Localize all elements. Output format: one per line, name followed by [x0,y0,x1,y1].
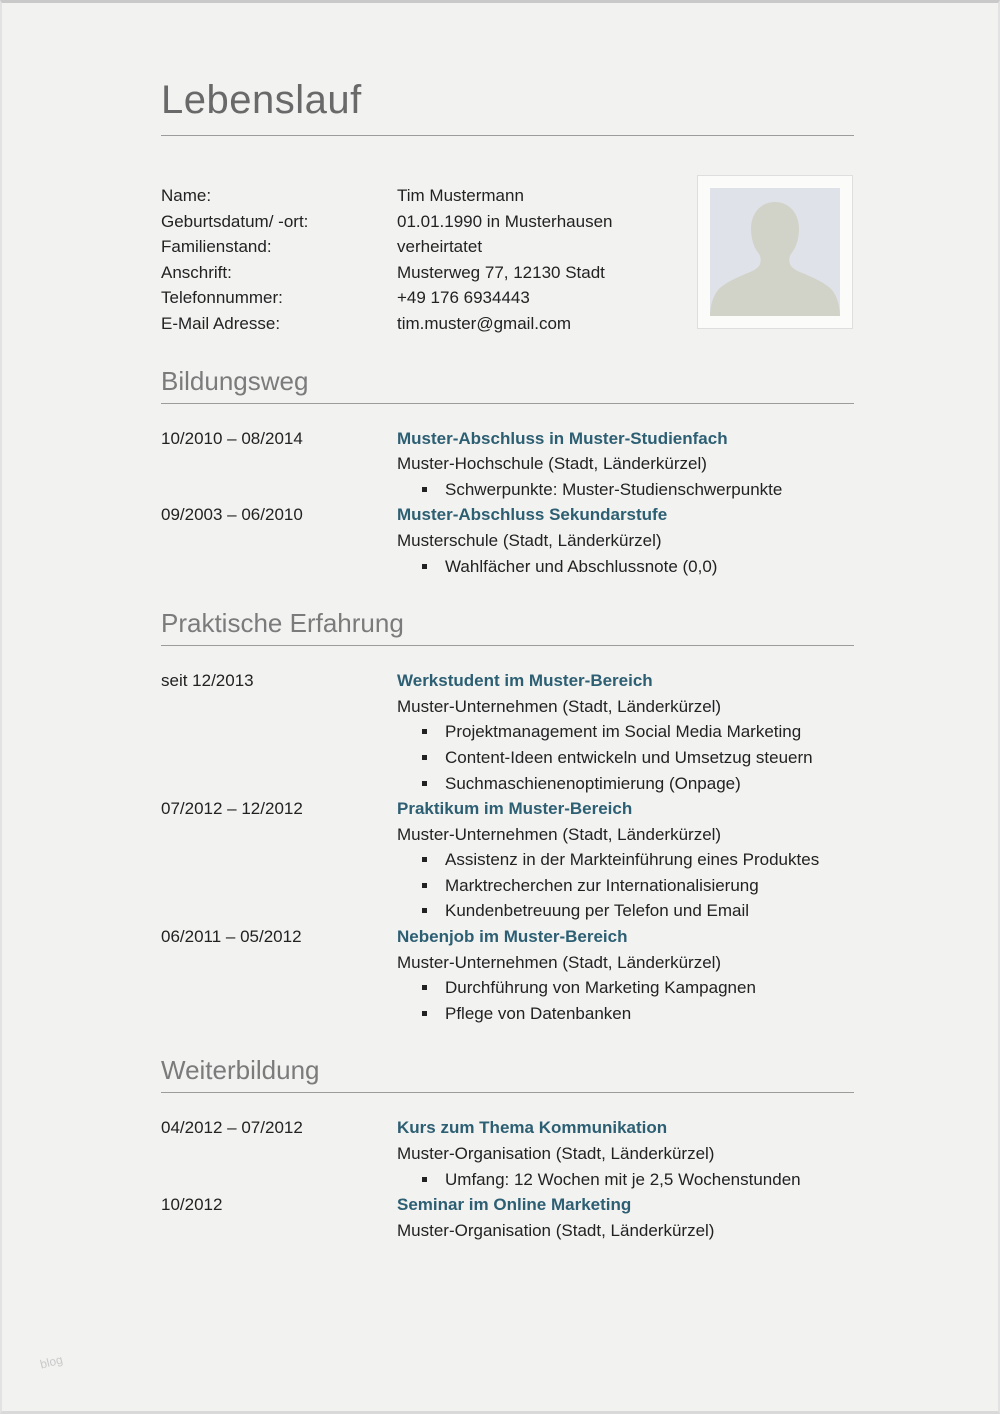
section-divider [161,403,854,404]
entry-date: 04/2012 – 07/2012 [161,1118,303,1138]
section-experience [161,607,854,1026]
bullet-item: Suchmaschienenoptimierung (Onpage) [397,771,854,797]
training-entry [161,1192,854,1243]
entry-title: Muster-Abschluss Sekundarstufe [397,505,668,525]
info-value-marital-status: verheirtatet [397,237,483,257]
experience-entry [161,668,854,796]
entry-bullets [397,1167,854,1193]
info-value-address: Musterweg 77, 12130 Stadt [397,262,605,282]
entry-subtitle: Muster-Unternehmen (Stadt, Länderkürzel) [397,824,722,844]
education-entry [161,426,854,503]
entry-body [397,1192,854,1243]
bullet-item: Projektmanagement im Social Media Marketing [397,719,854,745]
section-heading-education: Bildungsweg [161,365,309,396]
entry-date: 10/2010 – 08/2014 [161,428,303,448]
training-entries [161,1115,854,1243]
section-education [161,365,854,580]
entry-date: 07/2012 – 12/2012 [161,799,303,819]
entry-bullets [397,554,854,580]
info-value-email: tim.muster@gmail.com [397,313,572,333]
info-value-name: Tim Mustermann [397,186,524,205]
entry-date: 06/2011 – 05/2012 [161,927,302,947]
bullet-item: Content-Ideen entwickeln und Umsetzug steuern [397,745,854,771]
person-silhouette-icon [710,188,840,316]
experience-entries [161,668,854,1026]
page-title: Lebenslauf [161,78,362,122]
section-training [161,1054,854,1243]
entry-date: 10/2012 [161,1195,223,1215]
info-label-name: Name: [161,186,212,205]
info-value-phone: +49 176 6934443 [397,288,530,308]
info-value-birthdate: 01.01.1990 in Musterhausen [397,211,613,231]
entry-subtitle: Muster-Organisation (Stadt, Länderkürzel) [397,1220,715,1240]
info-label-address: Anschrift: [161,262,232,282]
section-divider [161,1092,854,1093]
entry-date: 09/2003 – 06/2010 [161,505,303,525]
section-heading-training: Weiterbildung [161,1055,320,1086]
entry-bullets [397,847,854,924]
entry-body [397,1115,854,1192]
entry-title: Muster-Abschluss in Muster-Studienfach [397,428,728,448]
entry-subtitle: Muster-Unternehmen (Stadt, Länderkürzel) [397,952,722,972]
bullet-item: Durchführung von Marketing Kampagnen [397,975,854,1001]
info-label-email: E-Mail Adresse: [161,313,281,333]
title-divider [161,135,854,136]
education-entry [161,502,854,579]
section-divider [161,645,854,646]
entry-body [397,426,854,503]
bullet-item: Marktrecherchen zur Internationalisierung [397,873,854,899]
entry-title: Werkstudent im Muster-Bereich [397,671,653,691]
entry-subtitle: Muster-Hochschule (Stadt, Länderkürzel) [397,454,707,474]
entry-date: seit 12/2013 [161,671,254,691]
bullet-item: Pflege von Datenbanken [397,1001,854,1027]
entry-bullets [397,975,854,1026]
info-label-marital-status: Familienstand: [161,237,272,257]
bullet-item: Assistenz in der Markteinführung eines Produktes [397,847,854,873]
entry-subtitle: Muster-Organisation (Stadt, Länderkürzel) [397,1144,715,1164]
bullet-item: Schwerpunkte: Muster-Studienschwerpunkte [397,477,854,503]
profile-photo-placeholder [697,175,853,329]
experience-entry [161,924,854,1026]
info-label-phone: Telefonnummer: [161,288,283,308]
info-label-birthdate: Geburtsdatum/ -ort: [161,211,309,231]
section-heading-experience: Praktische Erfahrung [161,608,404,639]
entry-body [397,502,854,579]
entry-bullets [397,719,854,796]
entry-body [397,796,854,924]
education-entries [161,426,854,580]
entry-body [397,668,854,796]
watermark-text: blog [38,1352,65,1372]
entry-title: Praktikum im Muster-Bereich [397,799,633,819]
entry-title: Kurs zum Thema Kommunikation [397,1118,668,1138]
training-entry [161,1115,854,1192]
bullet-item: Kundenbetreuung per Telefon und Email [397,898,854,924]
entry-body [397,924,854,1026]
entry-subtitle: Musterschule (Stadt, Länderkürzel) [397,530,662,550]
experience-entry [161,796,854,924]
bullet-item: Umfang: 12 Wochen mit je 2,5 Wochenstunden [397,1167,854,1193]
entry-title: Seminar im Online Marketing [397,1195,632,1215]
bullet-item: Wahlfächer und Abschlussnote (0,0) [397,554,854,580]
entry-bullets [397,477,854,503]
entry-subtitle: Muster-Unternehmen (Stadt, Länderkürzel) [397,696,722,716]
entry-title: Nebenjob im Muster-Bereich [397,927,628,947]
